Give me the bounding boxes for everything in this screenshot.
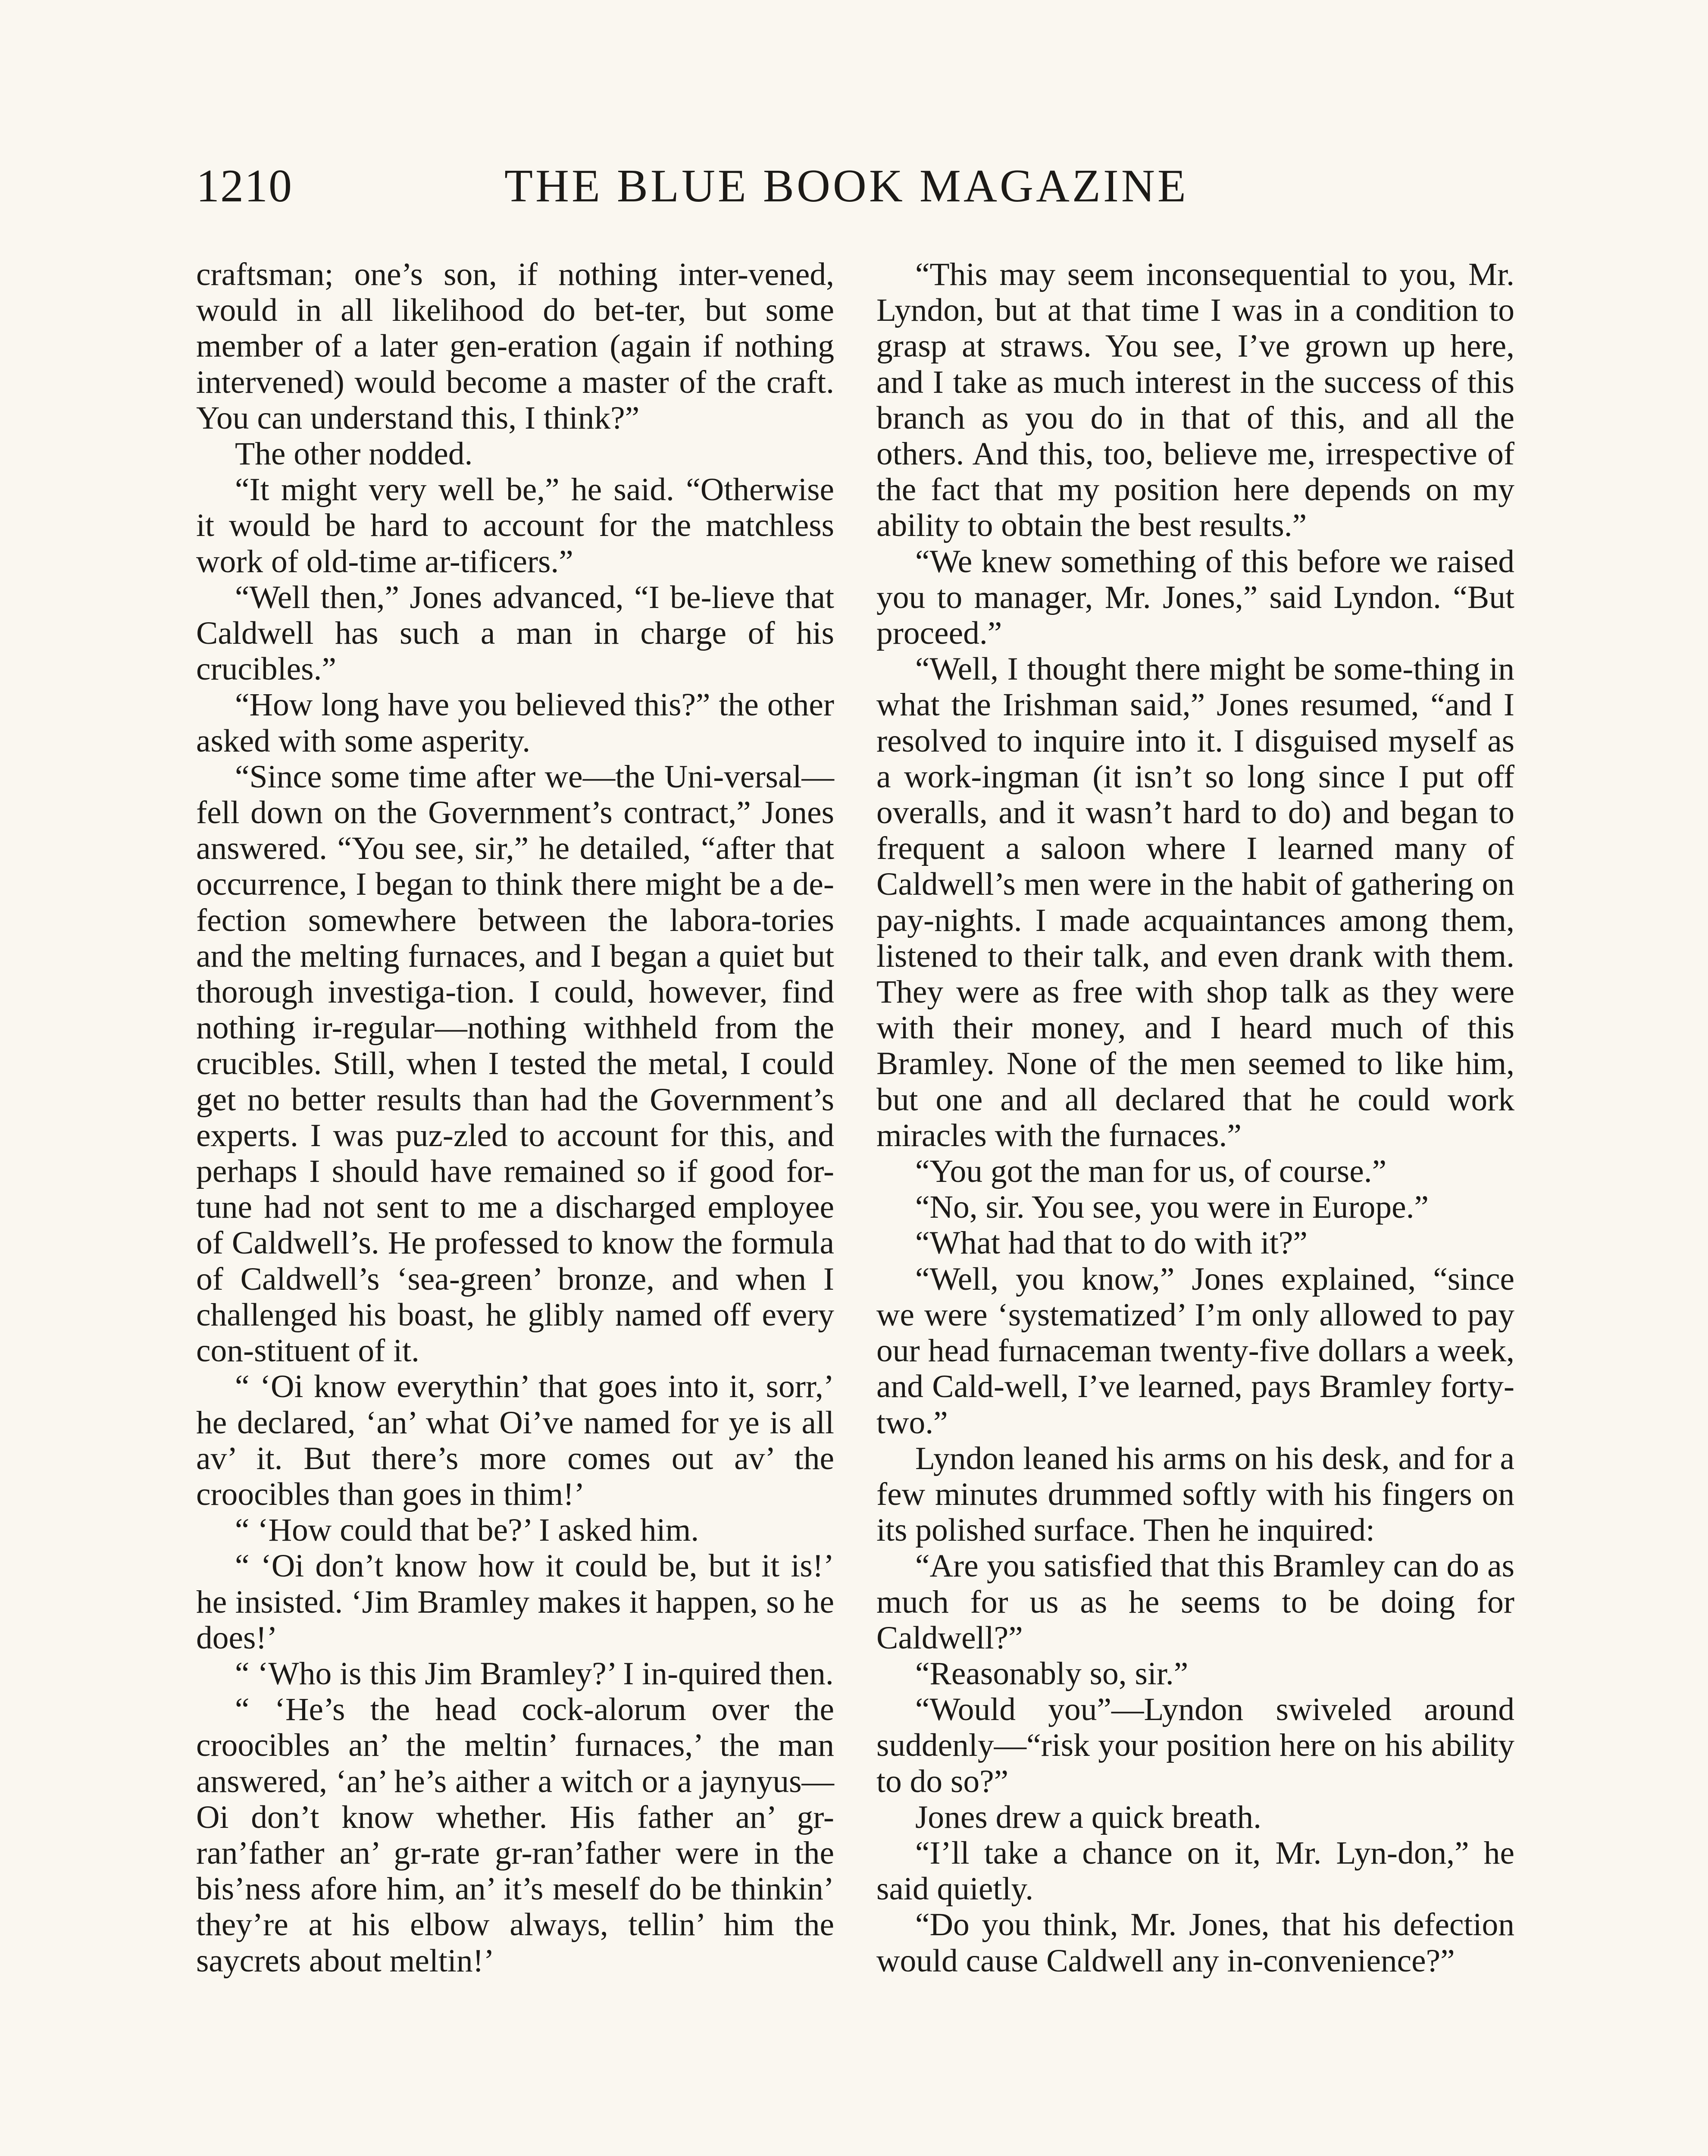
paragraph: “Well then,” Jones advanced, “I be-lieve that Caldwell has such a man in charge of his crucibles.” xyxy=(196,579,834,687)
paragraph: craftsman; one’s son, if nothing inter-vened, would in all likelihood do bet-ter, but some member of a later gen-eration (again if nothing intervened) would become a master of the craft. You can understand this, I think?” xyxy=(196,257,834,436)
page-header xyxy=(196,160,1207,224)
right-text-column xyxy=(876,257,1514,1979)
paragraph: “Well, I thought there might be some-thing in what the Irishman said,” Jones resumed, “and I resolved to inquire into it. I disguised myself as a work-ingman (it isn’t so long since I put off overalls, and it wasn’t hard to do) and began to frequent a saloon where I learned many of Caldwell’s men were in the habit of gathering on pay-nights. I made acquaintances among them, listened to their talk, and even drank with them. They were as free with shop talk as they were with their money, and I heard much of this Bramley. None of the men seemed to like him, but one and all declared that he could work miracles with the furnaces.” xyxy=(876,651,1514,1153)
paragraph: “Reasonably so, sir.” xyxy=(915,1655,1189,1692)
running-title: THE BLUE BOOK MAGAZINE xyxy=(504,160,1189,212)
page-number: 1210 xyxy=(196,160,293,212)
paragraph: “It might very well be,” he said. “Otherwise it would be hard to account for the matchless work of old-time ar-tificers.” xyxy=(196,472,834,580)
paragraph: “No, sir. You see, you were in Europe.” xyxy=(915,1189,1429,1225)
paragraph: “You got the man for us, of course.” xyxy=(915,1153,1387,1190)
paragraph: “Are you satisfied that this Bramley can do as much for us as he seems to be doing for Caldwell?” xyxy=(876,1548,1514,1656)
paragraph: Lyndon leaned his arms on his desk, and for a few minutes drummed softly with his fingers on its polished surface. Then he inquired: xyxy=(876,1440,1514,1548)
paragraph: “I’ll take a chance on it, Mr. Lyn-don,” he said quietly. xyxy=(876,1835,1514,1907)
paragraph: “Would you”—Lyndon swiveled around suddenly—“risk your position here on his ability to do so?” xyxy=(876,1692,1514,1799)
paragraph: “Do you think, Mr. Jones, that his defection would cause Caldwell any in-convenience?” xyxy=(876,1907,1514,1979)
paragraph: “ ‘Who is this Jim Bramley?’ I in-quired then. xyxy=(235,1655,834,1692)
paragraph: “Well, you know,” Jones explained, “since we were ‘systematized’ I’m only allowed to pay our head furnaceman twenty-five dollars a week, and Cald-well, I’ve learned, pays Bramley forty-two.” xyxy=(876,1261,1514,1441)
paragraph: “What had that to do with it?” xyxy=(915,1225,1308,1261)
paragraph: Jones drew a quick breath. xyxy=(915,1799,1261,1835)
paragraph: “ ‘Oi don’t know how it could be, but it is!’ he insisted. ‘Jim Bramley makes it happen, so he does!’ xyxy=(196,1548,834,1656)
paragraph: “Since some time after we—the Uni-versal—fell down on the Government’s contract,” Jones answered. “You see, sir,” he detailed, “after that occurrence, I began to think there might be a de-fection somewhere between the labora-tories and the melting furnaces, and I began a quiet but thorough investiga-tion. I could, however, find nothing ir-regular—nothing withheld from the crucibles. Still, when I tested the metal, I could get no better results than had the Government’s experts. I was puz-zled to account for this, and perhaps I should have remained so if good for-tune had not sent to me a discharged employee of Caldwell’s. He professed to know the formula of Caldwell’s ‘sea-green’ bronze, and when I challenged his boast, he glibly named off every con-stituent of it. xyxy=(196,758,834,1369)
paragraph: “ ‘How could that be?’ I asked him. xyxy=(235,1512,699,1548)
paragraph: “This may seem inconsequential to you, Mr. Lyndon, but at that time I was in a condition to grasp at straws. You see, I’ve grown up here, and I take as much interest in the success of this branch as you do in that of this, and all the others. And this, too, believe me, irrespective of the fact that my position here depends on my ability to obtain the best results.” xyxy=(876,257,1514,544)
paragraph: The other nodded. xyxy=(235,436,473,472)
paragraph: “ ‘Oi know everythin’ that goes into it, sorr,’ he declared, ‘an’ what Oi’ve named for ye is all av’ it. But there’s more comes out av’ the croocibles than goes in thim!’ xyxy=(196,1369,834,1512)
left-text-column xyxy=(196,257,834,1979)
paragraph: “ ‘He’s the head cock-alorum over the croocibles an’ the meltin’ furnaces,’ the man answered, ‘an’ he’s aither a witch or a jaynyus—Oi don’t know whether. His father an’ gr-ran’father an’ gr-rate gr-ran’father were in the bis’ness afore him, an’ it’s meself do be thinkin’ they’re at his elbow always, tellin’ him the saycrets about meltin!’ xyxy=(196,1692,834,1979)
paragraph: “How long have you believed this?” the other asked with some asperity. xyxy=(196,687,834,759)
paragraph: “We knew something of this before we raised you to manager, Mr. Jones,” said Lyndon. “But proceed.” xyxy=(876,543,1514,652)
